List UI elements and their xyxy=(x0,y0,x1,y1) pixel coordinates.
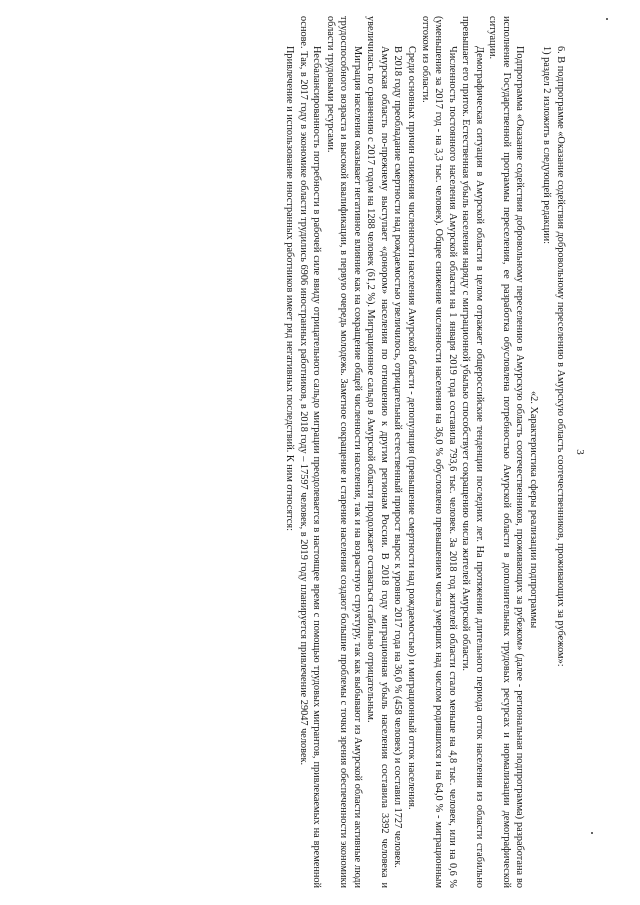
paragraph: Среди основных причин снижения численности населения Амурской области - депопуляция (превышение смертности над рождаемостью) и миграционный отток населения. xyxy=(405,46,417,810)
page-number: 3 xyxy=(574,449,586,455)
amendment-item-6: 6. В подпрограмме «Оказание содействия добровольному переселению в Амурскую область соотечественников, проживающих за рубежом»: xyxy=(555,46,566,667)
scan-speck xyxy=(606,18,608,20)
paragraph: Численность постоянного населения Амурской области на 1 января 2019 года составила 793,6 тыс. человек. За 2018 год жителей области стало меньше на 4,8 тыс. человек, или на 0,6 % (уменьшение за 2017 год - на 3,3 тыс. человек). Общее снижение численности населения на 36,0 % обусловлено превышением числа умерших над числом родившихся и на 64,0 % - миграционным оттоком из области. xyxy=(419,16,458,888)
paragraph: Амурская область по-прежнему выступает «донором» населения по отношению к другим регионам России. В 2018 году миграционная убыль населения составила 3392 человека и увеличилась по сравнению с 2017 годом на 1288 человек (61,2 %). Миграционное сальдо в Амурской области продолжает оставаться стабильно отрицательным. xyxy=(365,16,390,888)
paragraph: Демографическая ситуация в Амурской области в целом отражает общероссийские тенденции последних лет. На протяжении длительного периода отток населения из области стабильно превышает его приток. Естественная убыль населения наряду с миграционной убылью способствует сокращению числа жителей Амурской области. xyxy=(460,16,485,888)
rotated-text-block xyxy=(53,12,593,892)
paragraph: Миграция населения оказывает негативное влияние как на сокращение общей численности населения, так и на возрастную структуру, так как выбывают из Амурской области активные люди трудоспособного возраста и высокой квалификации, в первую очередь молодежь. Заметное сокращение и старение населения создают большие проблемы с точки зрения обеспеченности экономики области трудовыми ресурсами. xyxy=(324,16,363,888)
paragraph: Подпрограмма «Оказание содействия добровольному переселению в Амурскую область соотечественников, проживающих за рубежом» (далее - региональная подпрограмма) разработана во исполнение Государственной программы переселения, ее разработка обусловлена потребностью Амурской области в дополнительных трудовых ресурсах и нормализации демографической ситуации. xyxy=(487,16,526,888)
scan-speck xyxy=(591,832,593,834)
section-heading: «2. Характеристика сферы реализации подпрограммы xyxy=(527,391,539,629)
paragraph: Несбалансированность потребности в рабочей силе ввиду отрицательного сальдо миграции преодолевается в настоящее время с помощью трудовых мигрантов, привлекаемых на временной основе. Так, в 2017 году в экономике области трудились 6906 иностранных работников, в 2018 году – 17597 человек, в 2019 году планируется привлечение 29047 человек. xyxy=(297,16,323,888)
paragraph: Привлечение и использование иностранных работников имеет ряд негативных последствий. К ним относятся: xyxy=(284,46,296,531)
paragraph: В 2018 году преобладание смертности над рождаемостью увеличилось, отрицательный естественный прирост вырос к уровню 2017 года на 36,0 % (458 человек) и составил 1727 человек. xyxy=(392,46,404,868)
amendment-subitem-1: 1) раздел 2 изложить в следующей редакции: xyxy=(541,46,553,245)
